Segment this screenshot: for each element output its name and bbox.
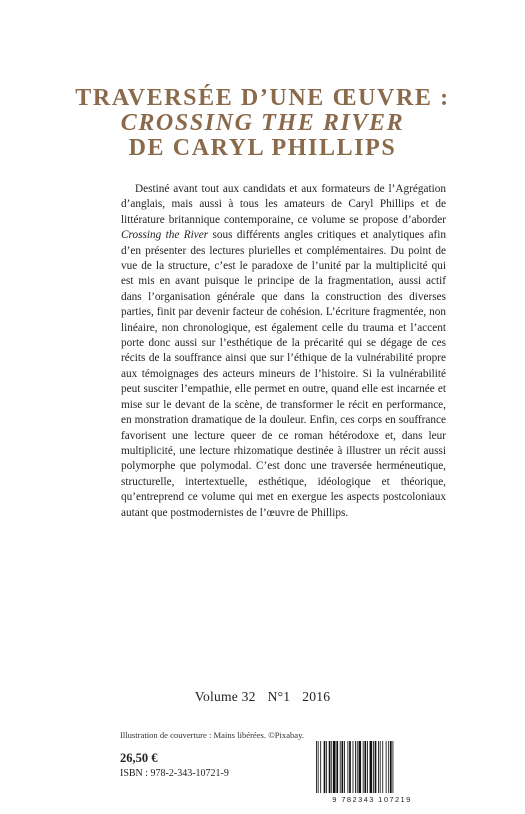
title-line-2: CROSSING THE RIVER [120, 110, 405, 136]
cover-credit: Illustration de couverture : Mains libérées. ©Pixabay. [120, 730, 305, 740]
barcode-number: 9 782343 107219 [332, 795, 412, 804]
title-line-3: DE CARYL PHILLIPS [128, 135, 397, 161]
title-line-1: TRAVERSÉE D’UNE ŒUVRE : [75, 85, 450, 111]
barcode-image [314, 741, 430, 793]
book-title [0, 86, 525, 161]
volume-year: 2016 [302, 689, 331, 704]
summary-part-2: sous différents angles critiques et analytiques afin d’en présenter des lectures plurielles et complémentaires. Du point de vue de la structure, c’est le paradoxe de l’unité par la multiplicité qui est mis en avant puisque le principe de la fragmentation, aussi actif dans l’organisation générale que dans la construction des diverses parties, finit par devenir facteur de cohésion. L’écriture fragmentée, non linéaire, non chronologique, est également celle du trauma et l’accent porte donc aussi sur l’esthétique de la précarité qui se dégage de ces récits de la souffrance ainsi que sur l’éthique de la vulnérabilité propre aux témoignages des acteurs mineurs de l’histoire. Si la vulnérabilité peut susciter l’empathie, elle permet en outre, quand elle est incarnée et mise sur le devant de la scène, de transformer le récit en performance, en monstration dramatique de la douleur. Enfin, ces corps en souffrance favorisent une lecture queer de ce roman hétérodoxe et, dans leur multiplicité, une lecture rhizomatique destinée à illustrer un récit aussi polymorphe que polymodal. C’est donc une traversée herméneutique, structurelle, intertextuelle, esthétique, idéologique et théorique, qu’entreprend ce volume qui met en exergue les aspects postcoloniaux autant que postmodernistes de l’œuvre de Phillips. [121, 229, 446, 519]
summary-italic-title: Crossing the River [121, 229, 209, 242]
volume-info [0, 689, 525, 705]
summary-paragraph [121, 182, 446, 521]
volume-label: Volume 32 [194, 689, 256, 704]
summary-part-1: Destiné avant tout aux candidats et aux formateurs de l’Agrégation d’anglais, mais aussi à tous les amateurs de Caryl Phillips et de littérature britannique contemporaine, ce volume se propose d’aborder [121, 183, 446, 226]
price: 26,50 € [120, 751, 158, 765]
isbn: ISBN : 978-2-343-10721-9 [120, 768, 229, 779]
issue-number: N°1 [267, 689, 291, 704]
